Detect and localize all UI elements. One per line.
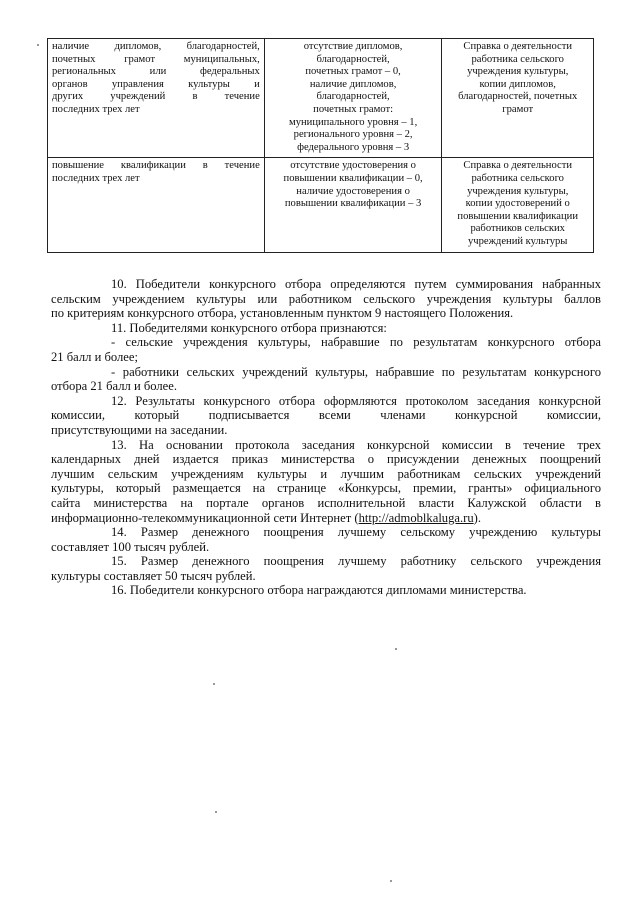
score-cell xyxy=(264,39,442,158)
cell-line: наличие дипломов, xyxy=(309,78,397,90)
cell-line: почетных грамот: xyxy=(313,103,394,115)
criterion-cell xyxy=(48,158,265,252)
cell-line: почетных грамот – 0, xyxy=(305,66,401,78)
text-line: 15. Размер денежного поощрения лучшему работнику сельского учреждения xyxy=(111,554,601,569)
cell-line: учреждений культуры xyxy=(467,235,568,247)
cell-line: работников сельских xyxy=(470,223,565,235)
cell-line: благодарностей, xyxy=(316,53,390,65)
paragraph-12 xyxy=(51,393,601,438)
table-row xyxy=(48,39,594,158)
cell-line: повышении квалификации xyxy=(457,210,578,222)
text-line: 10. Победители конкурсного отбора определяются путем суммирования набранных xyxy=(111,277,601,291)
text-line: сайта министерства на портале органов исполнительной власти Калужской области в xyxy=(51,495,601,510)
paragraph-16 xyxy=(81,583,601,598)
text-line: календарных дней издается приказ министерства о присуждении денежных поощрений xyxy=(51,452,601,467)
cell-line: почетных грамот муниципальных, xyxy=(52,53,260,65)
text-fragment: ). xyxy=(473,510,481,525)
text-line: культуры составляет 50 тысяч рублей. xyxy=(51,568,256,583)
paragraph-15 xyxy=(51,554,601,583)
paragraph-13 xyxy=(51,437,601,526)
scan-speck xyxy=(395,648,397,650)
scan-speck xyxy=(213,683,215,685)
cell-line: отсутствие удостоверения о xyxy=(290,160,416,172)
text-line: - работники сельских учреждений культуры, набравшие по результатам конкурсного xyxy=(111,364,601,379)
text-line: по критериям конкурсного отбора, установленным пунктом 9 настоящего Положения. xyxy=(51,306,514,321)
scan-speck xyxy=(215,811,217,813)
text-line: культуры, который размещается на странице «Конкурсы, премии, гранты» официального xyxy=(51,481,601,496)
criteria-table xyxy=(47,38,594,253)
scan-speck xyxy=(390,880,392,882)
cell-line: повышении квалификации – 0, xyxy=(283,172,423,184)
regulation-text xyxy=(51,277,601,598)
score-cell xyxy=(264,158,442,252)
text-line: присутствующими на заседании. xyxy=(51,422,228,437)
text-line: 11. Победителями конкурсного отбора признаются: xyxy=(111,320,387,335)
text-line: составляет 100 тысяч рублей. xyxy=(51,539,210,554)
cell-line: Справка о деятельности xyxy=(463,160,573,172)
text-fragment: информационно-телекоммуникационной сети Интернет ( xyxy=(51,510,359,525)
text-line xyxy=(51,511,601,526)
cell-line: наличие дипломов, благодарностей, xyxy=(52,41,260,52)
cell-line: отсутствие дипломов, xyxy=(303,41,403,52)
text-line: 14. Размер денежного поощрения лучшему сельскому учреждению культуры xyxy=(111,525,601,540)
cell-line: региональных или федеральных xyxy=(52,66,260,78)
paragraph-11-item-2 xyxy=(51,364,601,394)
cell-line: последних трех лет xyxy=(52,103,140,115)
table-row xyxy=(48,158,594,252)
cell-line: работника сельского xyxy=(471,53,564,65)
text-line: - сельские учреждения культуры, набравшие по результатам конкурсного отбора xyxy=(111,335,601,350)
cell-line: работника сельского xyxy=(471,172,564,184)
text-line: комиссии, который подписывается всеми членами конкурсной комиссии, xyxy=(51,408,601,423)
cell-line: повышении квалификации – 3 xyxy=(284,198,422,210)
cell-line: повышение квалификации в течение xyxy=(52,160,260,172)
cell-line: учреждения культуры, xyxy=(467,185,569,197)
cell-line: регионального уровня – 2, xyxy=(293,129,413,141)
paragraph-11-item-1 xyxy=(51,335,601,364)
cell-line: Справка о деятельности xyxy=(463,41,573,52)
ministry-website-link[interactable]: http://admoblkaluga.ru xyxy=(358,510,474,525)
text-line: лучшим сельским учреждениям культуры и лучшим работникам сельских учреждений xyxy=(51,466,601,481)
cell-line: грамот xyxy=(502,103,534,115)
text-line: 21 балл и более; xyxy=(51,349,138,364)
cell-line: наличие удостоверения о xyxy=(296,185,410,197)
cell-line: последних трех лет xyxy=(52,172,140,184)
cell-line: благодарностей, xyxy=(316,91,390,103)
text-line: сельским учреждением культуры или работником сельского учреждения культуры баллов xyxy=(51,291,601,306)
text-line: 13. На основании протокола заседания конкурсной комиссии в течение трех xyxy=(111,437,601,452)
cell-line: копии дипломов, xyxy=(479,78,556,90)
paragraph-11 xyxy=(81,321,601,336)
documents-cell xyxy=(442,158,594,252)
cell-line: федерального уровня – 3 xyxy=(297,141,410,153)
text-line: 12. Результаты конкурсного отбора оформляются протоколом заседания конкурсной xyxy=(111,393,601,408)
text-line: отбора 21 балл и более. xyxy=(51,379,177,394)
cell-line: органов управления культуры и xyxy=(52,78,260,90)
scan-speck xyxy=(37,44,39,46)
paragraph-14 xyxy=(51,525,601,554)
cell-line: муниципального уровня – 1, xyxy=(288,116,418,128)
criterion-cell xyxy=(48,39,265,158)
cell-line: благодарностей, почетных xyxy=(458,91,578,103)
cell-line: копии удостоверений о xyxy=(465,198,570,210)
cell-line: других учреждений в течение xyxy=(52,91,260,103)
documents-cell xyxy=(442,39,594,158)
text-line: 16. Победители конкурсного отбора награждаются дипломами министерства. xyxy=(111,583,527,598)
paragraph-10 xyxy=(51,277,601,321)
cell-line: учреждения культуры, xyxy=(467,66,569,78)
